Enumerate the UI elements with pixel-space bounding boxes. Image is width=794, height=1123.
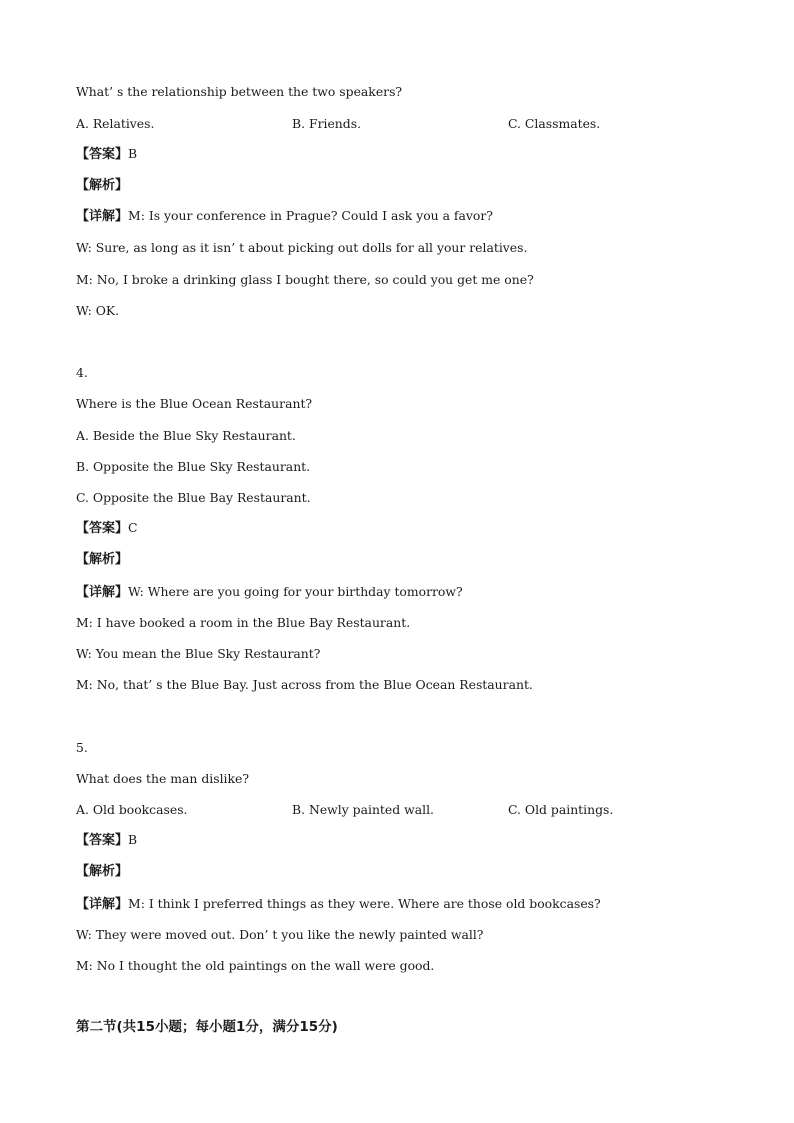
q4-answer: C (128, 520, 138, 535)
q4-transcript-line-3: W: You mean the Blue Sky Restaurant? (76, 646, 321, 661)
q5-analysis-line (76, 863, 128, 880)
q3-answer-line (76, 146, 137, 163)
analysis-tag: 【解析】 (76, 178, 129, 193)
q5-transcript-line-1 (76, 896, 601, 913)
q4-transcript-line-4: M: No, that’ s the Blue Bay. Just across from the Blue Ocean Restaurant. (76, 677, 533, 692)
q4-number: 4. (76, 365, 88, 380)
q3-transcript-line-3: M: No, I broke a drinking glass I bought there, so could you get me one? (76, 272, 534, 287)
transcript-text: M: I think I preferred things as they were. Where are those old bookcases? (128, 896, 601, 911)
q3-transcript-line-4: W: OK. (76, 303, 120, 318)
q4-option-b: B. Opposite the Blue Sky Restaurant. (76, 459, 311, 474)
q3-transcript-line-1 (76, 208, 493, 225)
q4-option-c: C. Opposite the Blue Bay Restaurant. (76, 490, 311, 505)
section-heading: 第二节(共15小题；每小题1分，满分15分) (76, 1019, 338, 1035)
q3-analysis-line (76, 177, 128, 194)
q5-option-c: C. Old paintings. (508, 802, 614, 817)
q4-answer-line (76, 520, 138, 537)
q3-question: What’ s the relationship between the two speakers? (76, 84, 403, 99)
q4-analysis-line (76, 551, 128, 568)
q5-answer: B (128, 832, 138, 847)
q3-option-b: B. Friends. (292, 116, 362, 131)
q5-question: What does the man dislike? (76, 771, 249, 786)
q4-transcript-line-1 (76, 584, 463, 601)
detail-tag: 【详解】 (76, 585, 129, 600)
transcript-text: W: Where are you going for your birthday tomorrow? (128, 584, 463, 599)
analysis-tag: 【解析】 (76, 864, 129, 879)
q5-option-a: A. Old bookcases. (76, 802, 188, 817)
answer-tag: 【答案】 (76, 521, 129, 536)
answer-tag: 【答案】 (76, 147, 129, 162)
q5-transcript-line-3: M: No I thought the old paintings on the wall were good. (76, 958, 435, 973)
q4-question: Where is the Blue Ocean Restaurant? (76, 396, 313, 411)
q4-transcript-line-2: M: I have booked a room in the Blue Bay Restaurant. (76, 615, 411, 630)
q5-option-b: B. Newly painted wall. (292, 802, 434, 817)
detail-tag: 【详解】 (76, 209, 129, 224)
answer-tag: 【答案】 (76, 833, 129, 848)
q5-transcript-line-2: W: They were moved out. Don’ t you like the newly painted wall? (76, 927, 484, 942)
q3-option-c: C. Classmates. (508, 116, 601, 131)
transcript-text: M: Is your conference in Prague? Could I ask you a favor? (128, 208, 493, 223)
q3-answer: B (128, 146, 138, 161)
q5-answer-line (76, 832, 137, 849)
detail-tag: 【详解】 (76, 897, 129, 912)
q3-transcript-line-2: W: Sure, as long as it isn’ t about picking out dolls for all your relatives. (76, 240, 528, 255)
analysis-tag: 【解析】 (76, 552, 129, 567)
q3-option-a: A. Relatives. (76, 116, 155, 131)
q5-number: 5. (76, 740, 88, 755)
q4-option-a: A. Beside the Blue Sky Restaurant. (76, 428, 296, 443)
